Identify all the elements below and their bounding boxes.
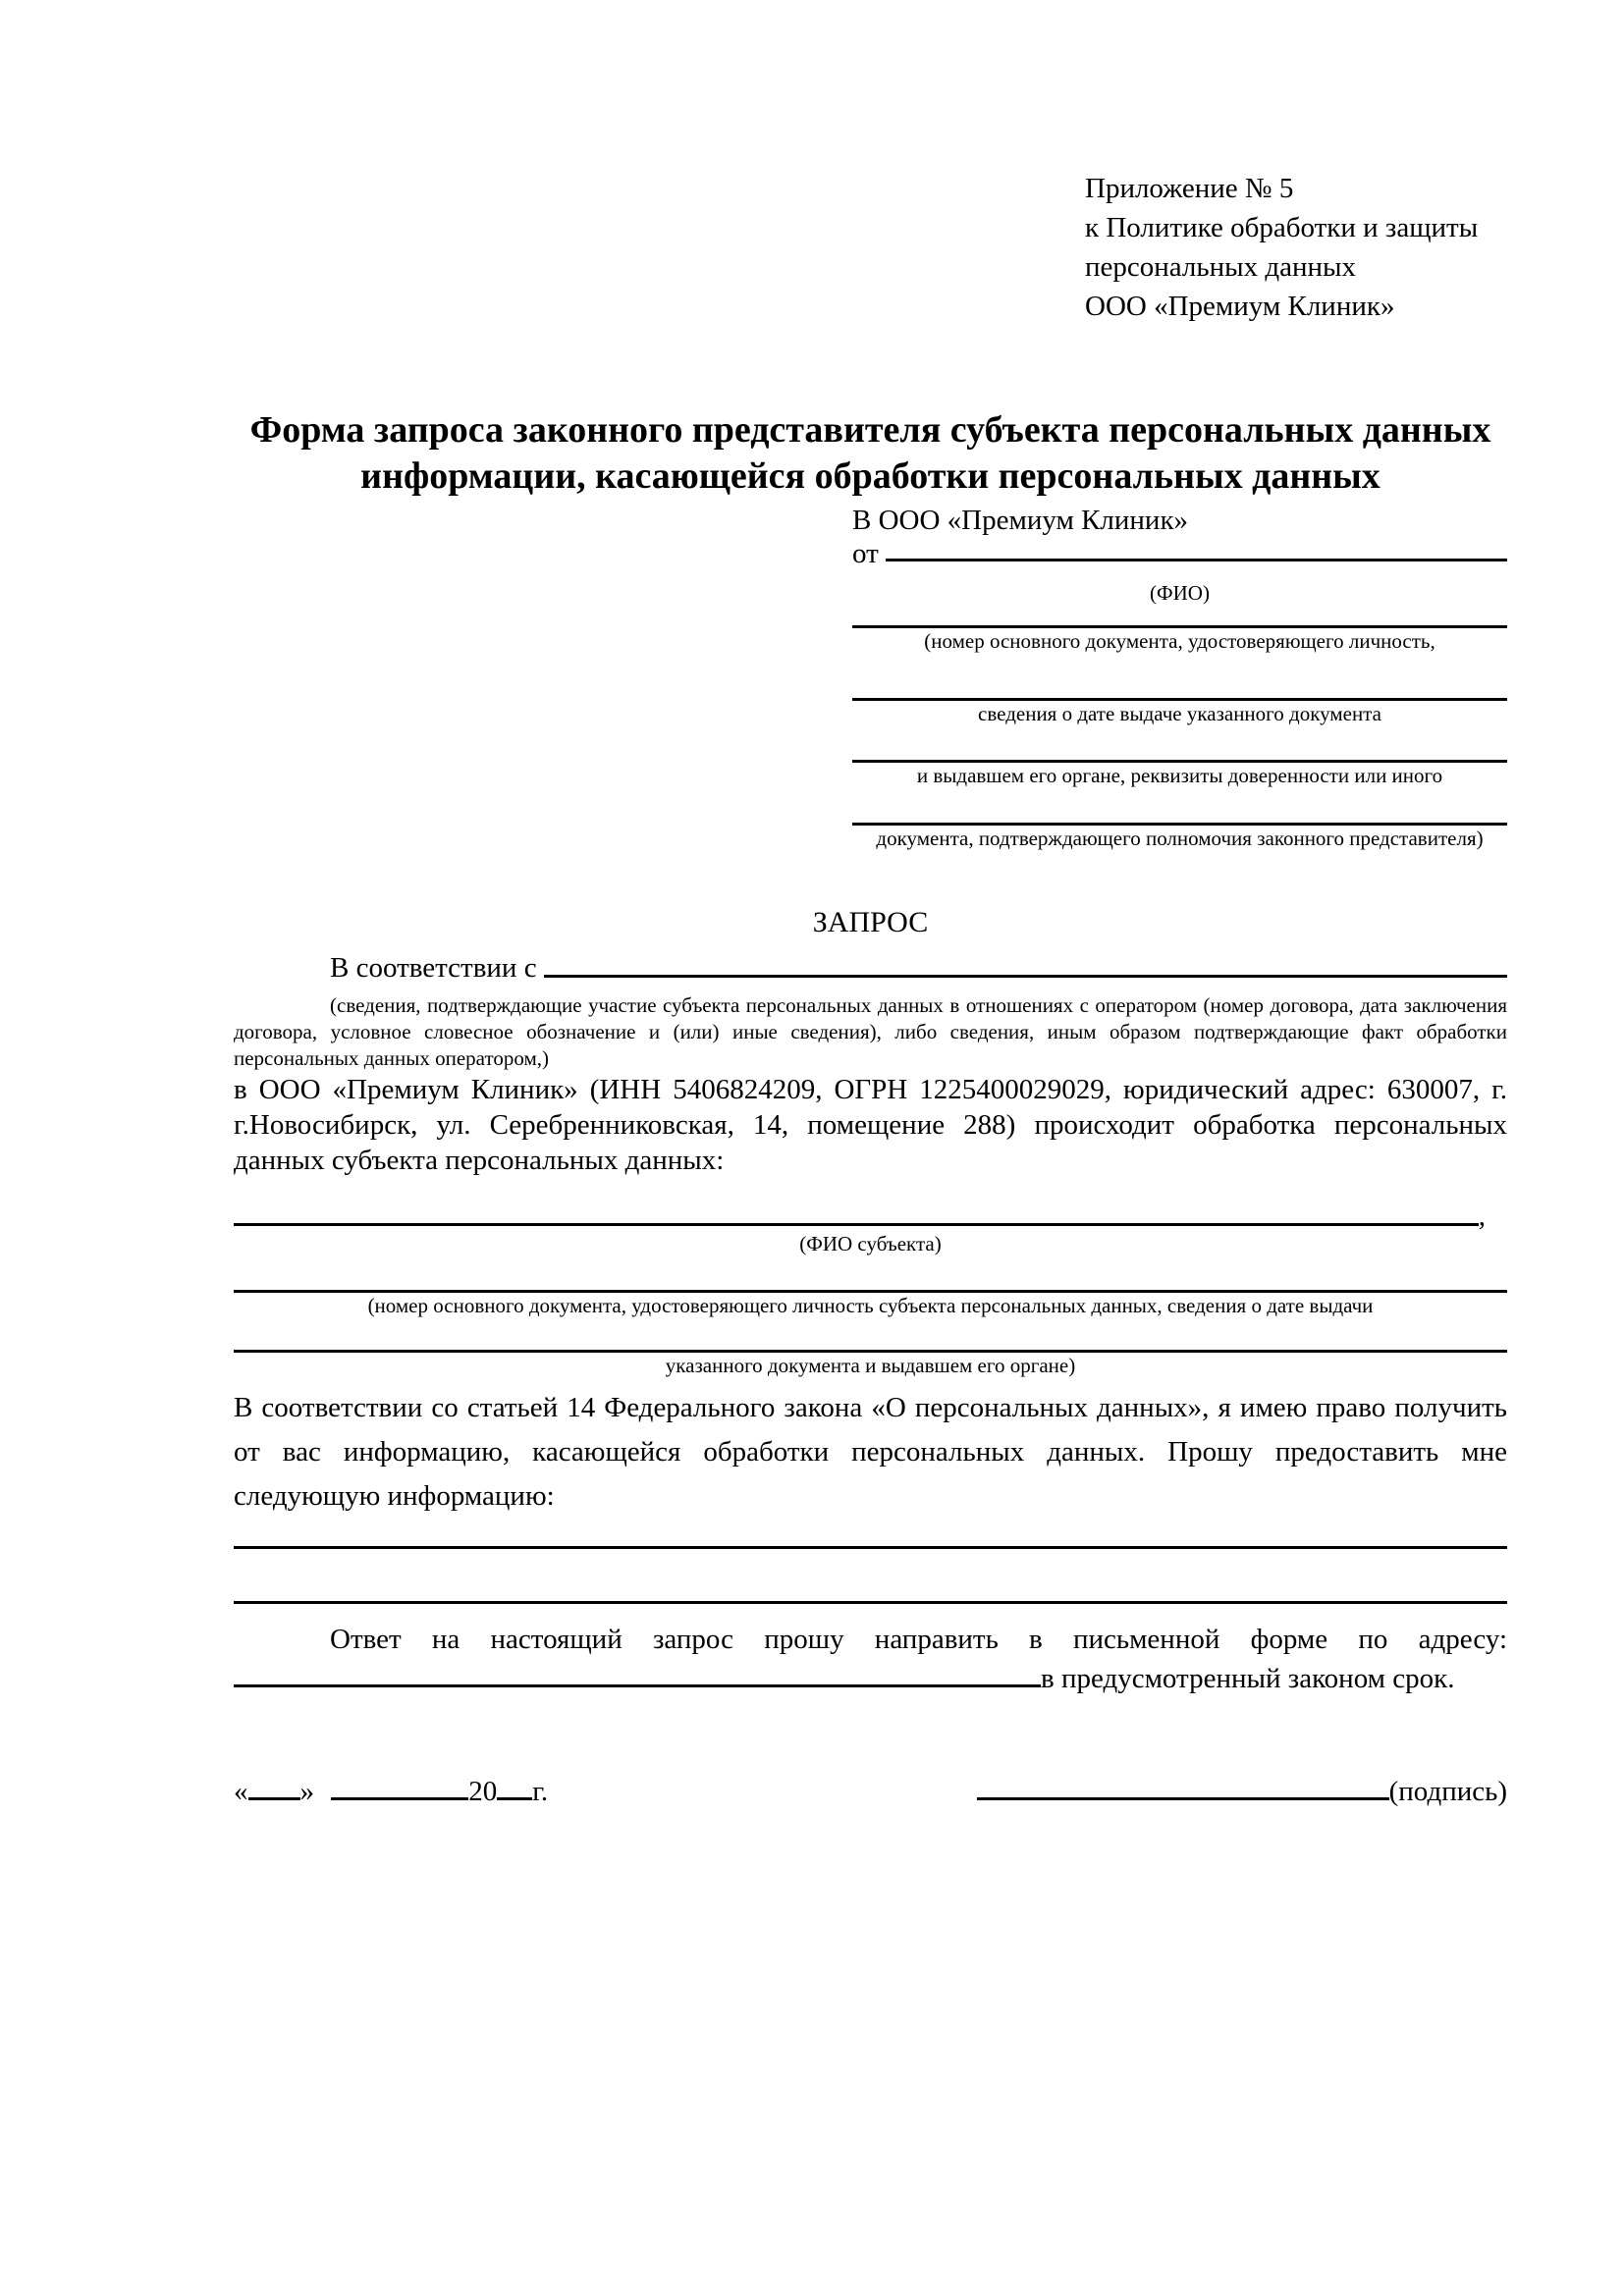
subject-fio-comma: , [1478, 1201, 1486, 1232]
accordance-label: В соответствии с [330, 952, 544, 984]
accordance-fill-line [544, 953, 1507, 978]
annex-line: к Политике обработки и защиты [1085, 212, 1479, 243]
annex-line: ООО «Премиум Клиник» [1085, 291, 1395, 322]
law-paragraph: В соответствии со статьей 14 Федерального закона «О персональных данных», я имею право получить от вас информацию, касающейся обработки персональных данных. Прошу предоставить мне следующую информацию: [234, 1392, 1507, 1512]
annex-line: Приложение № 5 [1085, 173, 1294, 204]
writein-line [852, 788, 1507, 826]
addressee-company: В ООО «Премиум Клиник» [852, 505, 1189, 536]
year-prefix: 20 [468, 1776, 498, 1807]
operator-paragraph: в ООО «Премиум Клиник» (ИНН 5406824209, ОГРН 1225400029029, юридический адрес: 630007, г. г.Новосибирск, ул. Серебренниковская, 14, помещение 288) происходит обработка персональных данных субъекта персональных данных: [234, 1074, 1507, 1176]
form-title-line2: информации, касающейся обработки персональных данных [360, 455, 1380, 497]
signature-field [977, 1775, 1507, 1808]
writein-line [852, 606, 1507, 628]
subject-doc-caption: указанного документа и выдавшем его органе) [665, 1354, 1076, 1377]
subject-fio-row [234, 1201, 1507, 1231]
quote-close: » [299, 1776, 322, 1807]
subject-fio-line [234, 1201, 1479, 1226]
date-field [234, 1775, 548, 1808]
addressee-block [852, 500, 1507, 851]
quote-open: « [234, 1776, 248, 1807]
year-suffix: г. [532, 1776, 549, 1807]
date-signature-row [234, 1775, 1507, 1808]
subject-doc-caption: (номер основного документа, удостоверяющего личность субъекта персональных данных, сведения о дате выдачи [367, 1294, 1374, 1317]
annex-line: персональных данных [1085, 251, 1357, 283]
accordance-caption: (сведения, подтверждающие участие субъекта персональных данных в отношениях с оператором (номер договора, дата заключения договора, условное словесное обозначение и (или) иные сведения), либо сведения, иным образом подтверждающие факт обработки персональных данных оператором,) [234, 993, 1507, 1070]
signature-caption: (подпись) [1388, 1776, 1507, 1807]
writein-caption: (номер основного документа, удостоверяющего личность, [924, 629, 1435, 653]
info-blank-line [234, 1601, 1507, 1604]
request-heading: ЗАПРОС [812, 906, 929, 938]
writein-line [852, 726, 1507, 763]
day-blank-line [248, 1795, 300, 1800]
fio-caption: (ФИО) [1150, 581, 1210, 605]
annex-block [1085, 169, 1507, 326]
reply-paragraph [234, 1620, 1507, 1698]
accordance-row [234, 953, 1507, 983]
form-title-line1: Форма запроса законного представителя субъекта персональных данных [249, 409, 1491, 451]
month-blank-line [331, 1795, 468, 1800]
info-blank-line [234, 1546, 1507, 1549]
writein-caption: и выдавшем его органе, реквизиты доверенности или иного [916, 764, 1443, 787]
writein-caption: документа, подтверждающего полномочия законного представителя) [876, 827, 1484, 850]
reply-address-line [234, 1682, 1041, 1687]
subject-fio-caption: (ФИО субъекта) [799, 1232, 942, 1255]
year-blank-line [497, 1795, 532, 1800]
form-title [234, 407, 1507, 500]
from-row [852, 538, 1507, 569]
writein-line [852, 654, 1507, 701]
writein-caption: сведения о дате выдаче указанного документа [978, 702, 1381, 725]
from-label: от [852, 538, 887, 569]
signature-line [977, 1795, 1389, 1800]
reply-text: Ответ на настоящий запрос прошу направить в письменной форме по адресу: [330, 1624, 1507, 1655]
representative-fio-line [886, 542, 1507, 561]
reply-tail: в предусмотренный законом срок. [1041, 1663, 1455, 1694]
